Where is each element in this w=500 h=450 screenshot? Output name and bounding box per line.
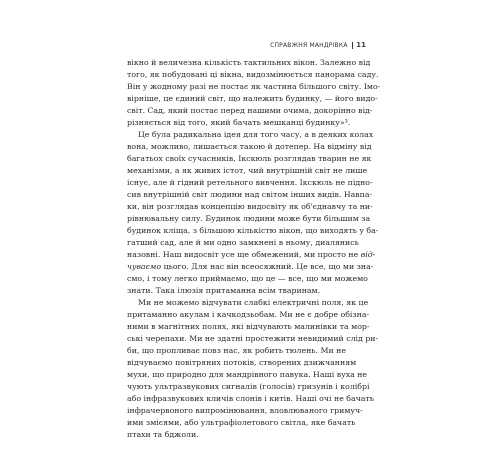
text-line: Ми не можемо відчувати слабкі електричні поля, як це bbox=[138, 298, 369, 307]
text-line: ки, він розглядав концепцію видосвіту як об'єднавчу та ни- bbox=[127, 202, 373, 211]
text-segment: назовні. Наш видосвіт усе ще обмежений, ми просто не bbox=[127, 250, 361, 259]
paragraph-3 bbox=[127, 297, 379, 441]
paragraph-2 bbox=[127, 129, 379, 297]
text-line: мухи, що природно для мандрівного павука. Наші вуха не bbox=[127, 370, 368, 379]
italic-segment: від- bbox=[360, 250, 376, 259]
italic-segment: чуваємо bbox=[127, 262, 162, 271]
text-line-with-italic bbox=[127, 261, 372, 273]
text-line: Він у жодному разі не постає як частина більшого світу. Імо- bbox=[127, 82, 381, 91]
text-line-with-italic bbox=[127, 249, 376, 261]
text-line: притаманно акулам і качкодзьобам. Ми не є добре обізна- bbox=[127, 310, 370, 319]
running-head bbox=[270, 40, 366, 50]
text-line: інфрачервоного випромінювання, вловлюваного гримуч- bbox=[127, 406, 363, 415]
text-line: ими змієями, або ультрафіолетового світла, яке бачать bbox=[127, 418, 356, 427]
text-line: ські черепахи. Ми не здатні простежити невидимий слід ри- bbox=[127, 334, 379, 343]
text-line: би, що пропливає повз нас, як робить тюлень. Ми не bbox=[127, 346, 346, 355]
text-line: або інфразвукових кличів слонів і китів. Наші очі не бачать bbox=[127, 394, 374, 403]
text-line: багатьох своїх сучасників, Ікскюль розглядав тварин не як bbox=[127, 154, 372, 163]
text-line: гатший сад, але й ми одно замкнені в ньому, диалянись bbox=[127, 238, 359, 247]
text-segment: цього. Для нас він всеосяжний. Це все, що ми зна- bbox=[161, 262, 374, 271]
running-head-title: СПРАВЖНЯ МАНДРІВКА bbox=[270, 41, 348, 49]
text-line: вірніше, це єдиний світ, що належить будинку, — його видо- bbox=[127, 94, 378, 103]
text-line: чують ультразвукових сигналів (голосів) гризунів і колібрі bbox=[127, 382, 370, 391]
text-line: Це була радикальна ідея для того часу, а в деяких колах bbox=[138, 130, 374, 139]
text-line: смо, і тому легко приймаємо, що це — все, що ми можемо bbox=[127, 274, 368, 283]
text-line: ними в магнітних полях, які відчувають малинівки та мор- bbox=[127, 322, 370, 331]
text-line: відчуваємо повітряних потоків, створених дзижчанням bbox=[127, 358, 357, 367]
text-line: птахи та бджоли. bbox=[127, 430, 199, 439]
text-line: механізми, а як живих істот, чий внутрішній світ не лише bbox=[127, 166, 368, 175]
text-line: вона, можливо, лишається такою й дотепер. На відміну від bbox=[127, 142, 372, 151]
text-line: знати. Така ілюзія притаманна всім тваринам. bbox=[127, 286, 321, 295]
text-line: будинок кліща, з більшою кількістю вікон, що виходять у ба- bbox=[127, 226, 379, 235]
paragraph-1 bbox=[127, 57, 381, 129]
body-text bbox=[127, 57, 381, 441]
running-head-divider bbox=[352, 42, 353, 49]
text-line: різняється від того, який бачать мешканці будинку»³. bbox=[127, 118, 351, 127]
text-line: вікно й величезна кількість тактильних вікон. Залежно від bbox=[127, 58, 371, 67]
text-line: існує, але й гідний ретельного вивчення. Ікскюль не підно- bbox=[127, 178, 373, 187]
text-line: рівнювальну силу. Будинок людини може бути більшим за bbox=[127, 214, 371, 223]
page-number: 11 bbox=[356, 41, 366, 49]
text-line: світ. Сад, який постає перед нашими очима, докорінно від- bbox=[127, 106, 373, 115]
text-line: сив внутрішній світ людини над світом інших видів. Навпа- bbox=[127, 190, 373, 199]
text-line: того, як побудовані ці вікна, видозмінюється панорама саду. bbox=[127, 70, 379, 79]
